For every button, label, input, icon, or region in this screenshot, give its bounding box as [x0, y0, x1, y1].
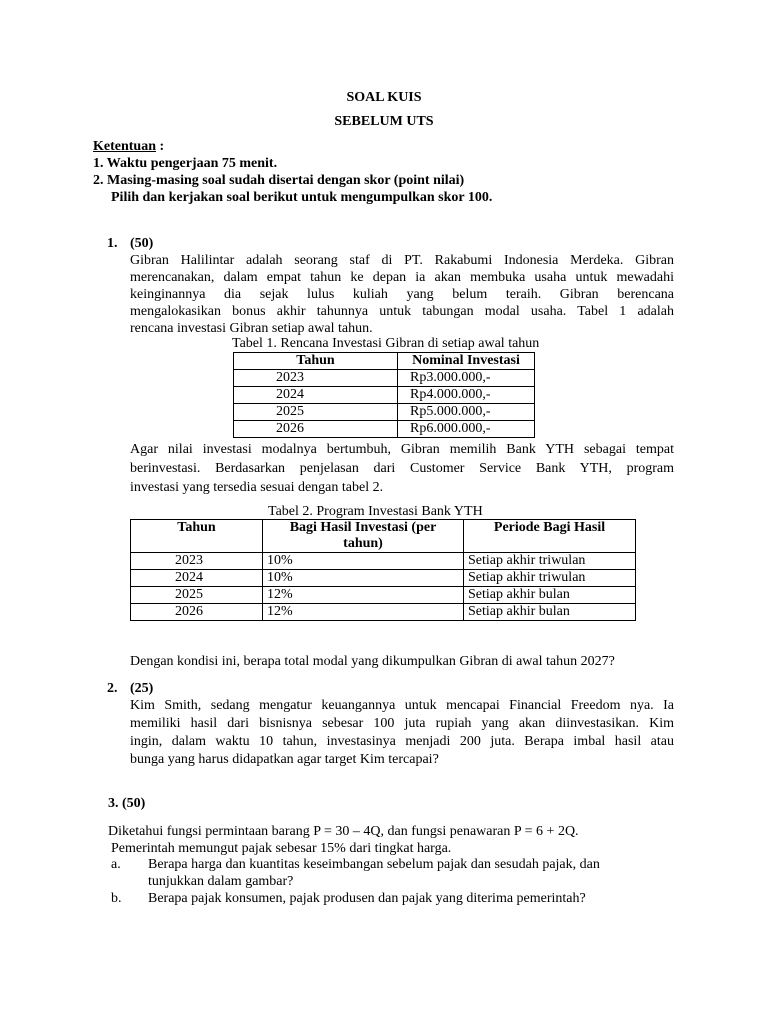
table1-cell: 2024 [234, 387, 398, 404]
q2-number: 2. [107, 681, 118, 696]
table2-cell: 12% [263, 587, 464, 604]
table2-cell: 2026 [131, 604, 263, 621]
rules-heading-colon: : [156, 139, 165, 154]
q3-item-a-line: tunjukkan dalam gambar? [148, 874, 294, 889]
rule-2: 2. Masing-masing soal sudah disertai dengan skor (point nilai) [93, 173, 465, 188]
q1-p1-line: keinginannya dia sejak lulus kuliah yang belum teraih. Gibran berencana [130, 287, 674, 302]
q1-p2-line: Agar nilai investasi modalnya bertumbuh, Gibran memilih Bank YTH sebagai tempat [130, 442, 674, 457]
table1-caption: Tabel 1. Rencana Investasi Gibran di setiap awal tahun [232, 336, 540, 351]
q3-item-b-label: b. [111, 891, 122, 906]
q1-score: (50) [130, 236, 154, 251]
table2-cell: 12% [263, 604, 464, 621]
table-row [131, 587, 636, 604]
table2-header-tahun: Tahun [131, 520, 263, 553]
q2-paragraph [130, 697, 674, 769]
q3-item-a-label: a. [111, 857, 121, 872]
table1-cell: 2025 [234, 404, 398, 421]
table-row [234, 370, 535, 387]
table1-header-nominal: Nominal Investasi [398, 353, 535, 370]
q2-line: bunga yang harus didapatkan agar target Kim tercapai? [130, 752, 439, 767]
table2-cell: Setiap akhir triwulan [464, 553, 636, 570]
table2-cell: 2023 [131, 553, 263, 570]
table1-header-tahun: Tahun [234, 353, 398, 370]
page-title: SOAL KUIS [346, 90, 422, 105]
table1-cell: 2023 [234, 370, 398, 387]
q1-p1-line: rencana investasi Gibran setiap awal tahun. [130, 321, 373, 336]
table2-cell: Setiap akhir triwulan [464, 570, 636, 587]
q1-p1-line: Gibran Halilintar adalah seorang staf di PT. Rakabumi Indonesia Merdeka. Gibran [130, 253, 674, 268]
q1-p1-line: merencanakan, dalam empat tahun ke depan ia akan membuka usaha untuk mewadahi [130, 270, 674, 285]
q1-question: Dengan kondisi ini, berapa total modal yang dikumpulkan Gibran di awal tahun 2027? [130, 654, 615, 669]
table2-cell: Setiap akhir bulan [464, 604, 636, 621]
table2-cell: Setiap akhir bulan [464, 587, 636, 604]
table-row [131, 604, 636, 621]
table1 [233, 352, 535, 438]
table2 [130, 519, 636, 621]
table-row [234, 353, 535, 370]
table2-cell: 2024 [131, 570, 263, 587]
table1-cell: 2026 [234, 421, 398, 438]
table1-cell: Rp3.000.000,- [398, 370, 535, 387]
q1-p2-line: investasi yang tersedia sesuai dengan tabel 2. [130, 480, 384, 495]
table-row [234, 404, 535, 421]
q1-paragraph-2 [130, 440, 674, 497]
table2-header-bagi-hasil-l2: tahun) [343, 536, 383, 551]
q3-line-2: Pemerintah memungut pajak sebesar 15% dari tingkat harga. [111, 841, 452, 856]
q3-line-1: Diketahui fungsi permintaan barang P = 30 – 4Q, dan fungsi penawaran P = 6 + 2Q. [108, 824, 579, 839]
q2-line: Kim Smith, sedang mengatur keuangannya untuk mencapai Financial Freedom nya. Ia [130, 698, 674, 713]
q3-item-a-text [148, 856, 600, 890]
table2-header-bagi-hasil [263, 520, 464, 553]
rules-heading [93, 138, 164, 155]
q1-p2-line: berinvestasi. Berdasarkan penjelasan dari Customer Service Bank YTH, program [130, 461, 674, 476]
q1-p1-line: mengalokasikan bonus akhir tahunnya untuk tabungan modal usaha. Tabel 1 adalah [130, 304, 674, 319]
table2-header-bagi-hasil-l1: Bagi Hasil Investasi (per [289, 520, 437, 535]
q3-item-a-line: Berapa harga dan kuantitas keseimbangan sebelum pajak dan sesudah pajak, dan [148, 857, 600, 872]
page-subtitle: SEBELUM UTS [334, 114, 434, 129]
table2-caption: Tabel 2. Program Investasi Bank YTH [268, 504, 483, 519]
rule-1: 1. Waktu pengerjaan 75 menit. [93, 156, 278, 171]
table-row [234, 421, 535, 438]
table2-header-periode: Periode Bagi Hasil [464, 520, 636, 553]
table2-cell: 10% [263, 570, 464, 587]
rule-3: Pilih dan kerjakan soal berikut untuk mengumpulkan skor 100. [111, 190, 493, 205]
table-row [131, 553, 636, 570]
table-row [234, 387, 535, 404]
table2-cell: 2025 [131, 587, 263, 604]
table1-cell: Rp5.000.000,- [398, 404, 535, 421]
q2-line: memiliki hasil dari bisnisnya sebesar 100 juta rupiah yang akan diinvestasikan. Kim [130, 716, 674, 731]
rules-heading-text: Ketentuan [93, 139, 156, 154]
q1-paragraph-1 [130, 252, 674, 337]
table-row [131, 520, 636, 553]
table1-cell: Rp6.000.000,- [398, 421, 535, 438]
q2-score: (25) [130, 681, 154, 696]
table1-cell: Rp4.000.000,- [398, 387, 535, 404]
q3-item-b-text: Berapa pajak konsumen, pajak produsen dan pajak yang diterima pemerintah? [148, 891, 586, 906]
table-row [131, 570, 636, 587]
q3-heading: 3. (50) [108, 796, 146, 811]
q2-line: ingin, dalam waktu 10 tahun, investasinya menjadi 200 juta. Berapa imbal hasil atau [130, 734, 674, 749]
table2-cell: 10% [263, 553, 464, 570]
q1-number: 1. [107, 236, 118, 251]
